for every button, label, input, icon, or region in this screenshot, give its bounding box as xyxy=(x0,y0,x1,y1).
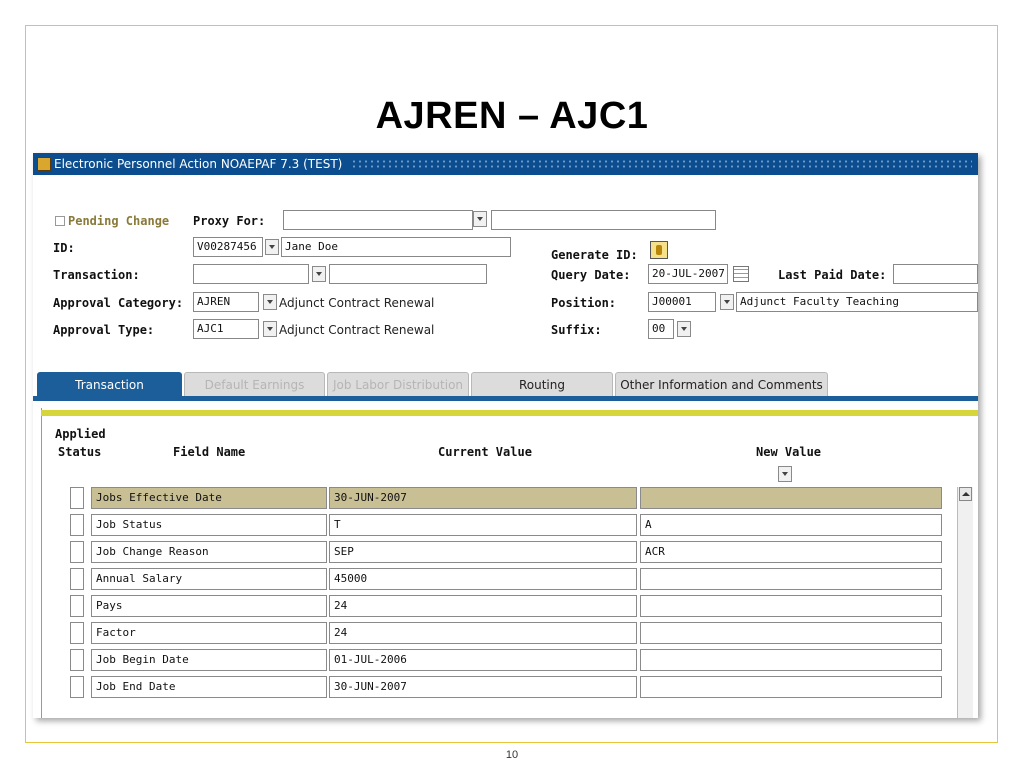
transaction-dropdown-icon[interactable] xyxy=(312,266,326,282)
approval-category-dropdown-icon[interactable] xyxy=(263,294,277,310)
id-name-input[interactable]: Jane Doe xyxy=(281,237,511,257)
status-checkbox[interactable] xyxy=(70,541,84,563)
position-dropdown-icon[interactable] xyxy=(720,294,734,310)
transaction-label: Transaction: xyxy=(53,268,140,282)
position-label: Position: xyxy=(551,296,617,310)
status-checkbox[interactable] xyxy=(70,514,84,536)
tab-underline xyxy=(33,396,978,401)
current-value-cell: 24 xyxy=(329,622,637,644)
pending-change-checkbox[interactable] xyxy=(55,216,65,226)
status-checkbox[interactable] xyxy=(70,622,84,644)
current-value-cell: T xyxy=(329,514,637,536)
new-value-header: New Value xyxy=(756,445,822,459)
tab-default-earnings: Default Earnings xyxy=(184,372,325,396)
approval-type-label: Approval Type: xyxy=(53,323,155,337)
new-value-cell[interactable] xyxy=(640,622,942,644)
key-block xyxy=(33,175,978,370)
field-name-cell: Jobs Effective Date xyxy=(91,487,327,509)
field-name-cell: Job Status xyxy=(91,514,327,536)
id-label: ID: xyxy=(53,241,75,255)
calendar-icon[interactable] xyxy=(733,266,749,282)
pending-change-label: Pending Change xyxy=(68,214,170,228)
position-desc-input[interactable]: Adjunct Faculty Teaching xyxy=(736,292,978,312)
suffix-dropdown-icon[interactable] xyxy=(677,321,691,337)
status-header: Status xyxy=(58,445,102,459)
proxy-for-label: Proxy For: xyxy=(193,214,266,228)
status-checkbox[interactable] xyxy=(70,676,84,698)
page-number: 10 xyxy=(505,749,519,761)
slide-title: AJREN – AJC1 xyxy=(375,95,649,137)
approval-type-desc: Adjunct Contract Renewal xyxy=(279,323,435,337)
app-icon xyxy=(37,157,51,171)
scroll-up-icon[interactable] xyxy=(959,487,972,501)
proxy-for-dropdown-icon[interactable] xyxy=(473,211,487,227)
current-value-cell: 30-JUN-2007 xyxy=(329,676,637,698)
approval-category-label: Approval Category: xyxy=(53,296,184,310)
current-value-header: Current Value xyxy=(438,445,532,459)
generate-id-label: Generate ID: xyxy=(551,248,638,262)
field-name-cell: Job End Date xyxy=(91,676,327,698)
field-name-header: Field Name xyxy=(173,445,246,459)
id-dropdown-icon[interactable] xyxy=(265,239,279,255)
new-value-cell[interactable] xyxy=(640,649,942,671)
current-value-cell: 24 xyxy=(329,595,637,617)
tab-job-labor-distribution: Job Labor Distribution xyxy=(327,372,469,396)
query-date-label: Query Date: xyxy=(551,268,631,282)
window-title: Electronic Personnel Action NOAEPAF 7.3 (TEST) xyxy=(54,157,343,171)
last-paid-date-label: Last Paid Date: xyxy=(778,268,887,282)
field-name-cell: Factor xyxy=(91,622,327,644)
proxy-for-input[interactable] xyxy=(283,210,473,230)
tab-strip xyxy=(33,372,978,396)
new-value-dropdown-icon[interactable] xyxy=(778,466,792,482)
suffix-input[interactable]: 00 xyxy=(648,319,674,339)
app-screenshot xyxy=(33,153,978,718)
approval-type-dropdown-icon[interactable] xyxy=(263,321,277,337)
new-value-cell[interactable]: ACR xyxy=(640,541,942,563)
transaction-desc-input[interactable] xyxy=(329,264,487,284)
new-value-cell[interactable] xyxy=(640,595,942,617)
approval-category-input[interactable]: AJREN xyxy=(193,292,259,312)
new-value-cell[interactable] xyxy=(640,568,942,590)
current-value-cell: SEP xyxy=(329,541,637,563)
status-checkbox[interactable] xyxy=(70,649,84,671)
last-paid-date-input[interactable] xyxy=(893,264,978,284)
status-checkbox[interactable] xyxy=(70,595,84,617)
titlebar-pattern xyxy=(351,159,972,169)
new-value-cell[interactable] xyxy=(640,676,942,698)
tab-routing[interactable]: Routing xyxy=(471,372,613,396)
window-titlebar xyxy=(33,153,978,175)
id-input[interactable]: V00287456 xyxy=(193,237,263,257)
suffix-label: Suffix: xyxy=(551,323,602,337)
approval-type-input[interactable]: AJC1 xyxy=(193,319,259,339)
field-name-cell: Job Begin Date xyxy=(91,649,327,671)
current-value-cell: 01-JUL-2006 xyxy=(329,649,637,671)
tab-transaction[interactable]: Transaction xyxy=(37,372,182,396)
status-checkbox[interactable] xyxy=(70,568,84,590)
generate-id-icon[interactable] xyxy=(650,241,668,259)
applied-header: Applied xyxy=(55,427,106,441)
tab-other-information[interactable]: Other Information and Comments xyxy=(615,372,828,396)
panel-accent-bar xyxy=(41,410,978,416)
new-value-cell[interactable]: A xyxy=(640,514,942,536)
query-date-input[interactable]: 20-JUL-2007 xyxy=(648,264,728,284)
approval-category-desc: Adjunct Contract Renewal xyxy=(279,296,435,310)
new-value-cell[interactable] xyxy=(640,487,942,509)
grid-scrollbar[interactable] xyxy=(957,487,973,718)
field-name-cell: Pays xyxy=(91,595,327,617)
current-value-cell: 45000 xyxy=(329,568,637,590)
proxy-for-name-input[interactable] xyxy=(491,210,716,230)
field-name-cell: Annual Salary xyxy=(91,568,327,590)
field-name-cell: Job Change Reason xyxy=(91,541,327,563)
position-input[interactable]: J00001 xyxy=(648,292,716,312)
status-checkbox[interactable] xyxy=(70,487,84,509)
transaction-input[interactable] xyxy=(193,264,309,284)
current-value-cell: 30-JUN-2007 xyxy=(329,487,637,509)
